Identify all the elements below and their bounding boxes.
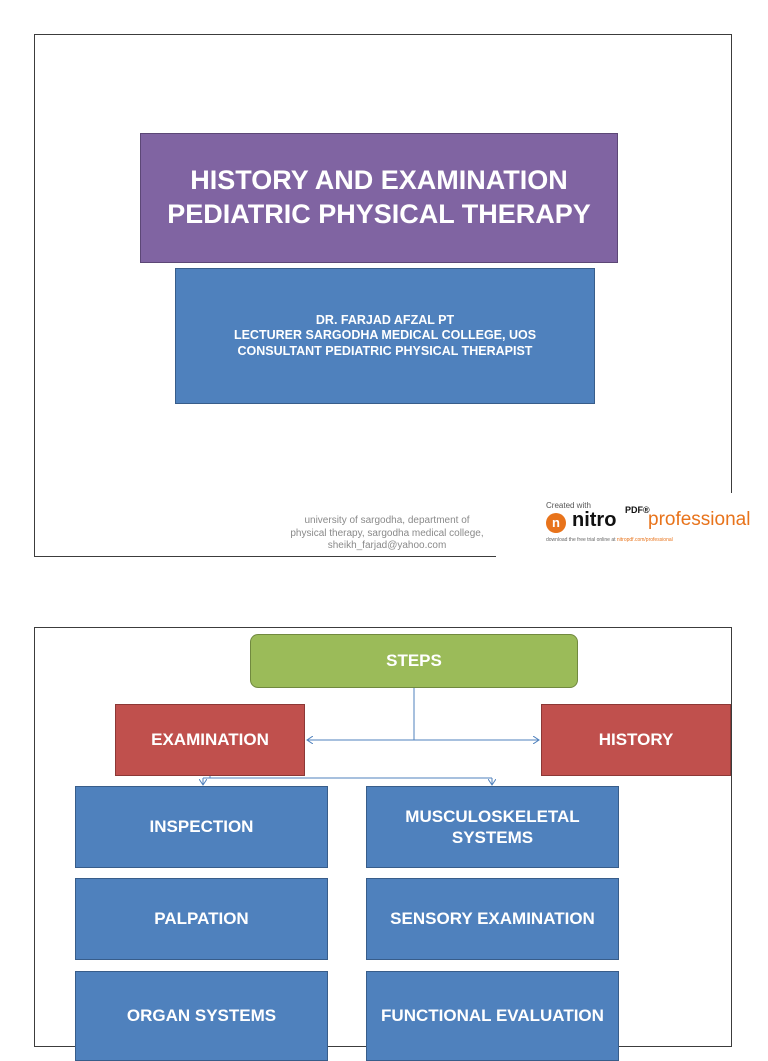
footer-line-2: physical therapy, sargodha medical college,	[290, 527, 484, 539]
registered-mark: ®	[643, 505, 650, 515]
download-link[interactable]: nitropdf.com/professional	[616, 537, 673, 543]
musculoskeletal-systems-box: MUSCULOSKELETAL SYSTEMS	[366, 786, 619, 868]
pdf-superscript	[625, 505, 650, 515]
steps-box: STEPS	[250, 634, 578, 688]
presentation-title-box	[140, 133, 618, 263]
examination-box: EXAMINATION	[115, 704, 305, 776]
sensory-examination-box: SENSORY EXAMINATION	[366, 878, 619, 960]
nitro-brand: nitro	[572, 509, 617, 531]
footer-line-3: sheikh_farjad@yahoo.com	[327, 540, 447, 551]
pdf-superscript-text: PDF	[625, 505, 643, 515]
author-info-box	[175, 268, 595, 404]
inspection-box: INSPECTION	[75, 786, 328, 868]
history-box: HISTORY	[541, 704, 731, 776]
title-line-1: HISTORY AND EXAMINATION	[190, 165, 568, 196]
functional-evaluation-box: FUNCTIONAL EVALUATION	[366, 971, 619, 1061]
professional-label: professional	[648, 509, 751, 530]
slide-footer	[267, 515, 507, 553]
slide-steps-diagram	[34, 627, 732, 1047]
nitro-pdf-watermark	[496, 493, 768, 579]
author-name: DR. FARJAD AFZAL PT	[315, 312, 455, 327]
download-text: download the free trial online at	[546, 537, 616, 543]
author-role: CONSULTANT PEDIATRIC PHYSICAL THERAPIST	[237, 343, 533, 358]
organ-systems-box: ORGAN SYSTEMS	[75, 971, 328, 1061]
palpation-box: PALPATION	[75, 878, 328, 960]
download-trial-text	[546, 537, 673, 543]
footer-line-1: university of sargodha, department of	[304, 515, 470, 526]
nitro-logo-icon: n	[546, 513, 566, 533]
title-line-2: PEDIATRIC PHYSICAL THERAPY	[167, 199, 591, 229]
slide-title	[34, 34, 732, 557]
author-position: LECTURER SARGODHA MEDICAL COLLEGE, UOS	[233, 328, 537, 343]
created-with-label: Created with	[546, 501, 591, 510]
